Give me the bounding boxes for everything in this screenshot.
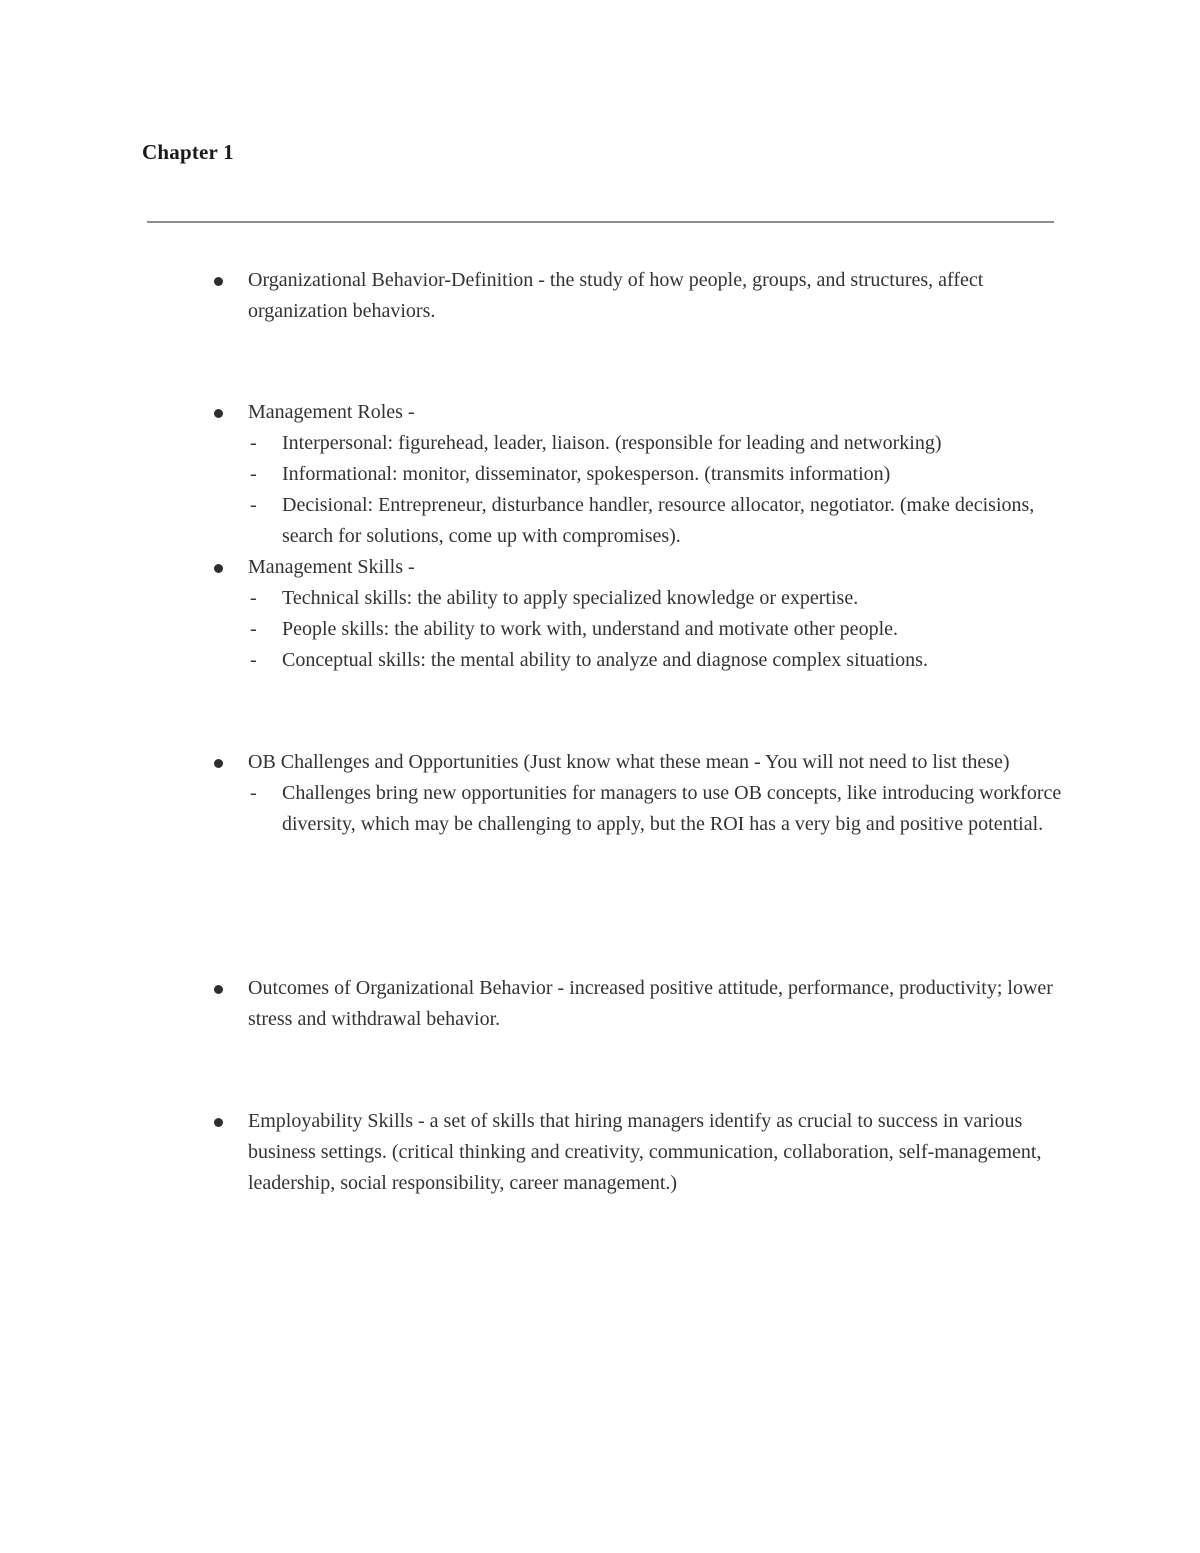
sub-item-text: Challenges bring new opportunities for managers to use OB concepts, like introducing workforce diversity, which may be challenging to apply, but the ROI has a very big and positive potential. — [282, 782, 1062, 835]
list-item-management-roles — [248, 397, 1068, 552]
list-item-ob-challenges — [248, 747, 1068, 840]
dash-marker: - — [250, 463, 257, 485]
bullet-icon — [214, 564, 223, 573]
list-item-text: Organizational Behavior-Definition - the study of how people, groups, and structures, affect organization behaviors. — [248, 269, 984, 322]
list-item-text: Management Skills - — [248, 556, 415, 578]
dash-marker: - — [250, 494, 257, 516]
sub-list-item — [248, 645, 1068, 676]
bullet-icon — [214, 985, 223, 994]
sub-item-text: Decisional: Entrepreneur, disturbance handler, resource allocator, negotiator. (make decisions, search for solutions, come up with compromises). — [282, 494, 1035, 547]
list-item-text: OB Challenges and Opportunities (Just know what these mean - You will not need to list these) — [248, 751, 1010, 773]
sub-list-item — [248, 614, 1068, 645]
list-item-text: Employability Skills - a set of skills that hiring managers identify as crucial to success in various business settings. (critical thinking and creativity, communication, collaboration, self-management, leadership, social responsibility, career management.) — [248, 1110, 1042, 1194]
sub-list — [248, 778, 1068, 840]
list-item-ob-outcomes — [248, 973, 1068, 1035]
sub-list-item — [248, 459, 1068, 490]
bullet-icon — [214, 1118, 223, 1127]
sub-list-item — [248, 778, 1068, 840]
bullet-icon — [214, 277, 223, 286]
bullet-icon — [214, 759, 223, 768]
list-item-text: Outcomes of Organizational Behavior - increased positive attitude, performance, productivity; lower stress and withdrawal behavior. — [248, 977, 1053, 1030]
page-title: Chapter 1 — [142, 140, 234, 164]
list-item-employability-skills — [248, 1106, 1068, 1199]
dash-marker: - — [250, 432, 257, 454]
sub-item-text: Interpersonal: figurehead, leader, liaison. (responsible for leading and networking) — [282, 432, 942, 454]
bullet-icon — [214, 409, 223, 418]
dash-marker: - — [250, 782, 257, 804]
sub-list-item — [248, 490, 1068, 552]
list-item-ob-definition — [248, 265, 1068, 327]
sub-item-text: Conceptual skills: the mental ability to analyze and diagnose complex situations. — [282, 649, 928, 671]
dash-marker: - — [250, 618, 257, 640]
dash-marker: - — [250, 649, 257, 671]
list-item-management-skills — [248, 552, 1068, 676]
list-item-text: Management Roles - — [248, 401, 415, 423]
dash-marker: - — [250, 587, 257, 609]
sub-list — [248, 583, 1068, 676]
sub-item-text: People skills: the ability to work with, understand and motivate other people. — [282, 618, 898, 640]
sub-item-text: Informational: monitor, disseminator, spokesperson. (transmits information) — [282, 463, 891, 485]
horizontal-divider — [147, 221, 1054, 223]
sub-list-item — [248, 428, 1068, 459]
sub-list-item — [248, 583, 1068, 614]
sub-item-text: Technical skills: the ability to apply specialized knowledge or expertise. — [282, 587, 859, 609]
sub-list — [248, 428, 1068, 552]
